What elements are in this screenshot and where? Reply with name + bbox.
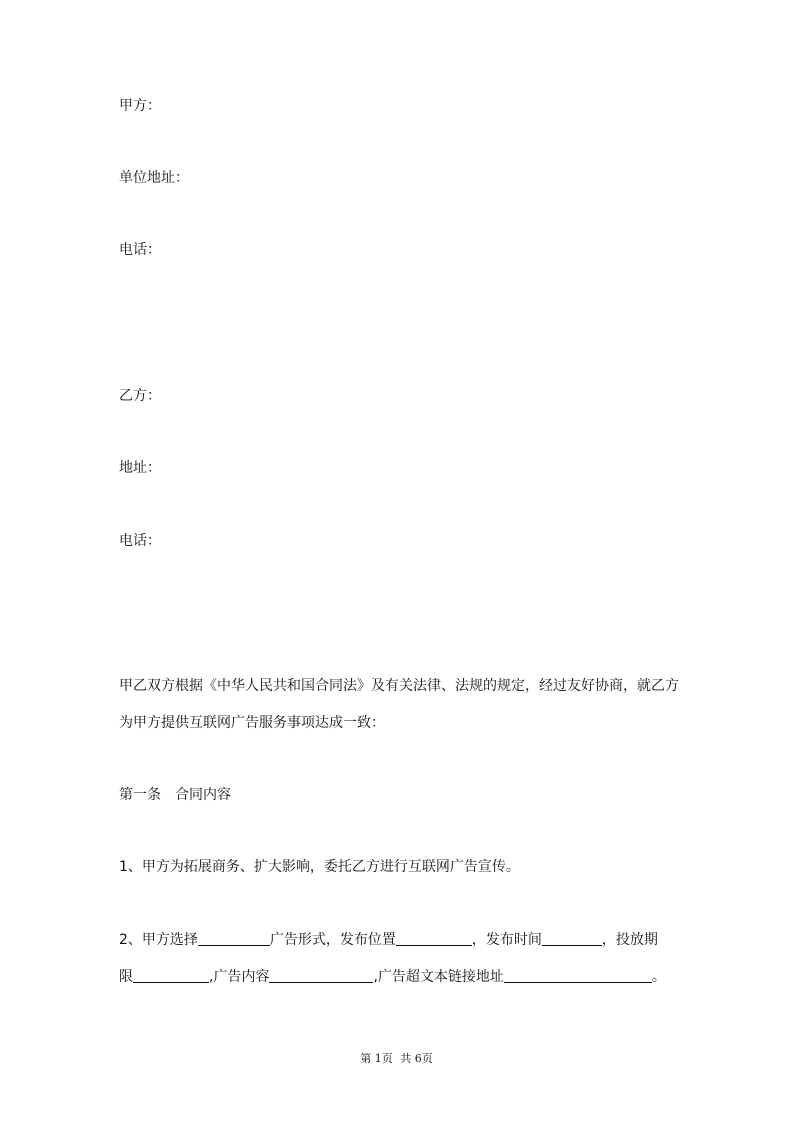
ad-type-blank <box>198 931 270 946</box>
ad-content-blank <box>269 968 373 983</box>
page-current: 第 1页 <box>360 1052 393 1065</box>
clause-2-text-5: 限 <box>119 969 133 985</box>
clause-2-text-6: ,广告内容 <box>209 969 270 985</box>
clause-1: 1、甲方为拓展商务、扩大影响，委托乙方进行互联网广告宣传。 <box>119 859 520 875</box>
period-blank <box>133 968 209 983</box>
placement-blank <box>396 931 472 946</box>
clause-2-text-1: 2、甲方选择 <box>119 932 198 948</box>
party-a-label: 甲方： <box>119 98 161 114</box>
link-address-blank <box>504 968 652 983</box>
party-b-phone-label: 电话： <box>119 533 161 549</box>
page-total: 共 6页 <box>400 1052 433 1065</box>
party-b-address-label: 地址： <box>119 460 161 476</box>
preamble-line-1: 甲乙双方根据《中华人民共和国合同法》及有关法律、法规的规定，经过友好协商，就乙方 <box>119 678 679 694</box>
article-1-title: 第一条 合同内容 <box>119 787 231 803</box>
party-b-label: 乙方： <box>119 388 161 404</box>
page-footer <box>0 1052 793 1066</box>
clause-2-line-1 <box>119 930 658 950</box>
party-a-phone-label: 电话： <box>119 242 161 258</box>
clause-2-text-2: 广告形式，发布位置 <box>269 932 396 948</box>
preamble-line-2: 为甲方提供互联网广告服务事项达成一致： <box>119 715 385 731</box>
clause-2-text-7: ,广告超文本链接地址 <box>373 969 504 985</box>
clause-2-text-3: ，发布时间 <box>471 932 542 948</box>
clause-2-text-8: 。 <box>651 969 666 985</box>
publish-time-blank <box>542 931 602 946</box>
clause-2-text-4: ，投放期 <box>601 932 658 948</box>
clause-2-line-2 <box>119 967 666 987</box>
party-a-address-label: 单位地址： <box>119 170 189 186</box>
